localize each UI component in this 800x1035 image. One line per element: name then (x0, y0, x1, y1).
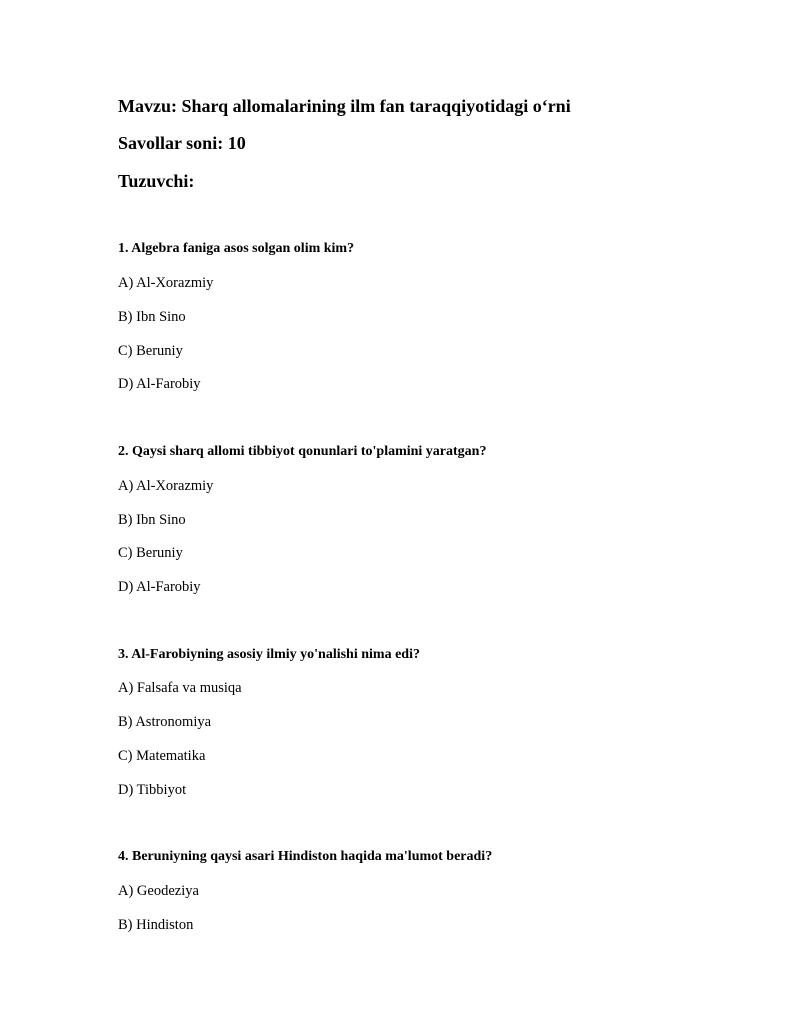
question-4: 4. Beruniyning qaysi asari Hindiston haqida ma'lumot beradi? (118, 849, 493, 864)
question-2: 2. Qaysi sharq allomi tibbiyot qonunlari to'plamini yaratgan? (118, 444, 487, 459)
question-4-option-a: A) Geodeziya (118, 883, 199, 899)
question-3-option-a: A) Falsafa va musiqa (118, 680, 242, 696)
question-3-option-b: B) Astronomiya (118, 714, 212, 730)
question-2-option-d: D) Al-Farobiy (118, 579, 201, 595)
question-3-option-c: C) Matematika (118, 748, 206, 764)
question-1-option-d: D) Al-Farobiy (118, 376, 201, 392)
topic-heading: Mavzu: Sharq allomalarining ilm fan taraqqiyotidagi o‘rni (118, 96, 571, 116)
question-2-option-b: B) Ibn Sino (118, 512, 186, 528)
question-count-heading: Savollar soni: 10 (118, 133, 246, 153)
question-1-option-a: A) Al-Xorazmiy (118, 275, 214, 291)
question-2-option-a: A) Al-Xorazmiy (118, 478, 214, 494)
question-3-option-d: D) Tibbiyot (118, 782, 187, 798)
question-1-option-b: B) Ibn Sino (118, 309, 186, 325)
question-2-option-c: C) Beruniy (118, 545, 183, 561)
question-3: 3. Al-Farobiyning asosiy ilmiy yo'nalishi nima edi? (118, 647, 420, 662)
question-1: 1. Algebra faniga asos solgan olim kim? (118, 241, 355, 256)
question-1-option-c: C) Beruniy (118, 343, 183, 359)
question-4-option-b: B) Hindiston (118, 917, 194, 933)
author-heading: Tuzuvchi: (118, 171, 195, 191)
